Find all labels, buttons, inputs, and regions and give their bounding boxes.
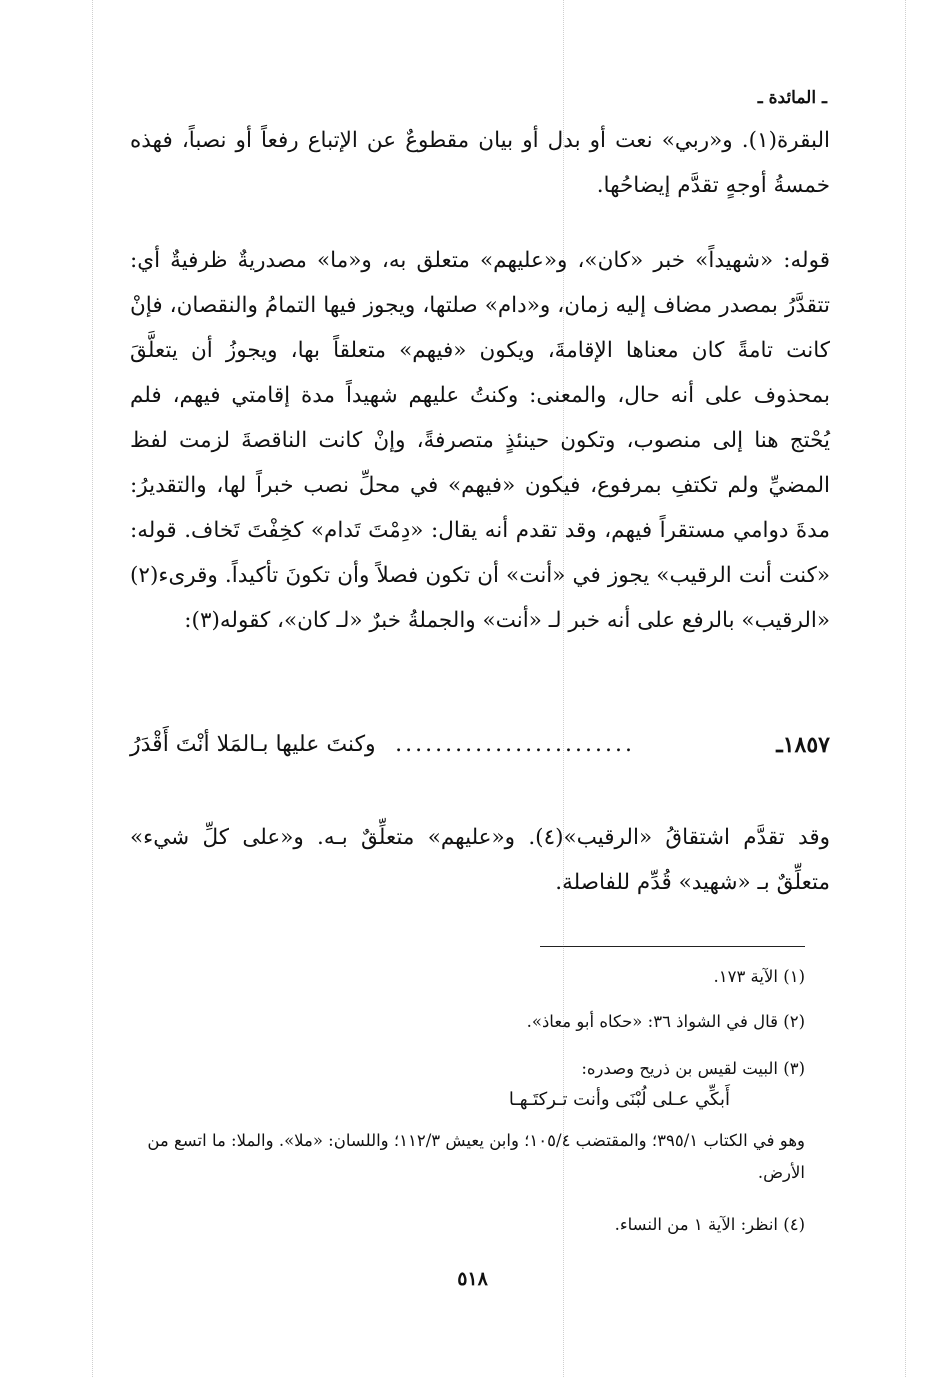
footnote-divider: [540, 946, 805, 947]
footnote-3: (٣) البيت لقيس بن ذريح وصدره:: [581, 1059, 805, 1078]
verse-number: ١٨٥٧ـ: [776, 732, 830, 758]
paragraph-2: قوله: «شهيداً» خبر «كان»، و«عليهم» متعلق به، و«ما» مصدريةٌ ظرفيةٌ أي: تتقدَّرُ بمصدر مضاف إليه زمان، و«دام» صلتها، ويجوز فيها التمامُ والنقصان، فإنْ كانت تامةً كان معناها الإقامةَ، ويكون «فيهم» متعلقاً بها، ويجوزُ أن يتعلَّقَ بمحذوف على أنه حال، والمعنى: وكنتُ عليهم شهيداً مدة إقامتي فيهم، فلم يُحْتج هنا إلى منصوب، وتكون حينئذٍ متصرفةً، وإنْ كانت الناقصةَ لزمت لفظ المضيِّ ولم تكتفِ بمرفوع، فيكون «فيهم» في محلِّ نصب خبراً لها، والتقديرُ: مدةَ دوامي مستقراً فيهم، وقد تقدم أنه يقال: «دِمْتَ تَدام» كخِفْتَ تَخاف. قوله: «كنت أنت الرقيب» يجوز في «أنت» أن تكون فصلاً وأن تكونَ تأكيداً. وقرىء(٢) «الرقيب» بالرفع على أنه خبر لـ «أنت» والجملةُ خبرٌ «لـ كان»، كقوله(٣):: [130, 248, 830, 633]
footnote-4: (٤) انظر: الآية ١ من النساء.: [614, 1215, 805, 1234]
verse-line: [130, 732, 830, 772]
page-number: ٥١٨: [457, 1268, 488, 1290]
footnote-3-continuation: وهو في الكتاب ٣٩٥/١؛ والمقتضب ١٠٥/٤؛ وابن يعيش ١١٢/٣؛ واللسان: «ملا». والملا: ما اتسع من الأرض.: [147, 1131, 805, 1182]
paragraph-1: البقرة(١). و«ربي» نعت أو بدل أو بيان مقطوعٌ عن الإتباع رفعاً أو نصباً، فهذه خمسةُ أوجهٍ تقدَّم إيضاحُها.: [130, 128, 830, 198]
footnote-2: (٢) قال في الشواذ ٣٦: «حكاه أبو معاذ».: [526, 1012, 805, 1031]
footnote-1: (١) الآية ١٧٣.: [713, 967, 805, 986]
footnote-3-verse: أَبكِّي عـلى لُبْنَى وأنت تـركتَـهـا: [508, 1089, 730, 1110]
verse-text: وكنتَ عليها بـالمَلا أنْتَ أَقْدَرُ: [130, 732, 376, 757]
verse-dots: ........................: [395, 732, 635, 757]
paragraph-3: وقد تقدَّم اشتقاقُ «الرقيب»(٤). و«عليهم» متعلِّقٌ بـه. و«على كلِّ شيء» متعلِّقٌ بـ «شهيد» قُدِّم للفاصلة.: [130, 825, 830, 895]
running-header: ـ المائدة ـ: [757, 88, 827, 108]
